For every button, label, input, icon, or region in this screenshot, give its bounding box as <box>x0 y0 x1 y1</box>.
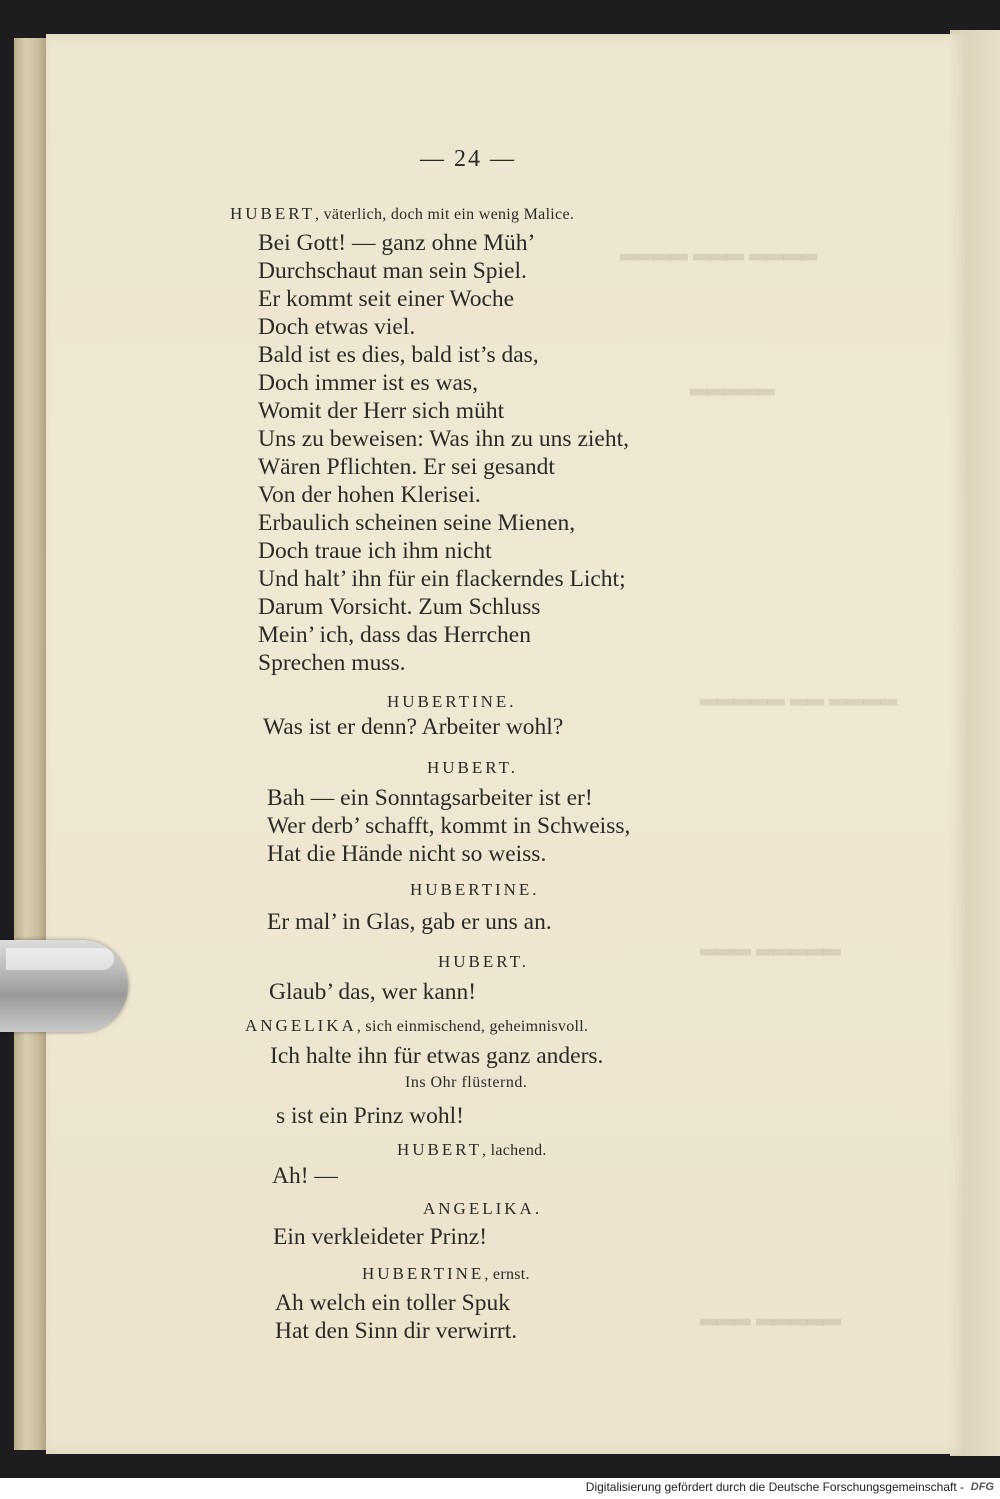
speaker-name: HUBERT. <box>438 952 529 971</box>
verse-line: Doch traue ich ihm nicht <box>258 538 492 564</box>
speaker-name: HUBERT <box>230 204 315 223</box>
verse-block <box>275 1289 517 1345</box>
verse-line: Ah! — <box>272 1163 338 1189</box>
verse-line: Bei Gott! — ganz ohne Müh’ <box>258 230 536 256</box>
book-page-edges <box>14 38 48 1450</box>
speaker-heading <box>397 1140 547 1160</box>
verse-block <box>273 1223 487 1251</box>
verse-line: Ein verkleideter Prinz! <box>273 1224 488 1250</box>
verse-line: Was ist er denn? Arbeiter wohl? <box>263 714 564 740</box>
verse-line: Hat die Hände nicht so weiss. <box>267 841 547 867</box>
verse-block <box>270 1042 603 1070</box>
verse-line: Bald ist es dies, bald ist’s das, <box>258 342 539 368</box>
verse-line: Von der hohen Klerisei. <box>258 482 481 508</box>
verse-line: Er kommt seit einer Woche <box>258 286 515 312</box>
speaker-name: HUBERTINE <box>362 1264 485 1283</box>
verse-line: Durchschaut man sein Spiel. <box>258 258 527 284</box>
verse-line: Wären Pflichten. Er sei gesandt <box>258 454 555 480</box>
speaker-heading <box>230 204 574 224</box>
speaker-name: HUBERT. <box>427 758 518 777</box>
verse-line: Hat den Sinn dir verwirrt. <box>275 1318 518 1344</box>
verse-block <box>267 908 552 936</box>
stage-direction: , sich einmischend, geheimnisvoll. <box>356 1018 589 1035</box>
speaker-name: HUBERT <box>397 1140 482 1159</box>
verse-block <box>269 978 476 1006</box>
verse-line: Glaub’ das, wer kann! <box>269 979 477 1005</box>
verse-line: Erbaulich scheinen seine Mienen, <box>258 510 576 536</box>
digitization-footer <box>0 1478 1000 1499</box>
speaker-name: HUBERTINE. <box>410 880 540 899</box>
verse-line: Er mal’ in Glas, gab er uns an. <box>267 909 552 935</box>
verse-line: Bah — ein Sonntagsarbeiter ist er! <box>267 785 593 811</box>
stage-direction: , lachend. <box>481 1142 547 1159</box>
speaker-name: HUBERTINE. <box>387 692 517 711</box>
speaker-heading <box>438 952 529 972</box>
verse-line: Uns zu beweisen: Was ihn zu uns zieht, <box>258 426 629 452</box>
speaker-name: ANGELIKA. <box>423 1199 543 1218</box>
verse-line: Doch etwas viel. <box>258 314 416 340</box>
verse-line: s ist ein Prinz wohl! <box>276 1103 464 1129</box>
speaker-heading <box>387 692 517 712</box>
verse-line: Womit der Herr sich müht <box>258 398 505 424</box>
verse-block <box>272 1162 338 1190</box>
verse-line: Wer derb’ schafft, kommt in Schweiss, <box>267 813 631 839</box>
speaker-heading <box>423 1199 542 1219</box>
verse-block <box>258 229 629 677</box>
verse-block <box>276 1102 464 1130</box>
stage-direction: , ernst. <box>484 1266 530 1283</box>
page-clip <box>0 940 128 1032</box>
speaker-heading <box>410 880 540 900</box>
verse-line: Sprechen muss. <box>258 650 406 676</box>
stage-direction: Ins Ohr flüsternd. <box>405 1074 528 1091</box>
dfg-logo-icon: DFG <box>970 1481 994 1493</box>
stage-direction: , väterlich, doch mit ein wenig Malice. <box>314 206 575 223</box>
footer-credit: Digitalisierung gefördert durch die Deutsche Forschungsgemeinschaft - <box>585 1480 964 1494</box>
speaker-heading <box>362 1264 530 1284</box>
verse-line: Mein’ ich, dass das Herrchen <box>258 622 531 648</box>
verse-line: Und halt’ ihn für ein flackerndes Licht; <box>258 566 626 592</box>
verse-line: Ah welch ein toller Spuk <box>275 1290 510 1316</box>
speaker-heading <box>245 1016 588 1036</box>
verse-line: Darum Vorsicht. Zum Schluss <box>258 594 541 620</box>
verse-line: Ich halte ihn für etwas ganz anders. <box>270 1043 604 1069</box>
page-number: — 24 — <box>420 146 516 172</box>
verse-block <box>267 784 630 868</box>
speaker-heading <box>427 758 518 778</box>
speaker-name: ANGELIKA <box>245 1016 357 1035</box>
verse-block <box>263 713 563 741</box>
verse-line: Doch immer ist es was, <box>258 370 478 396</box>
